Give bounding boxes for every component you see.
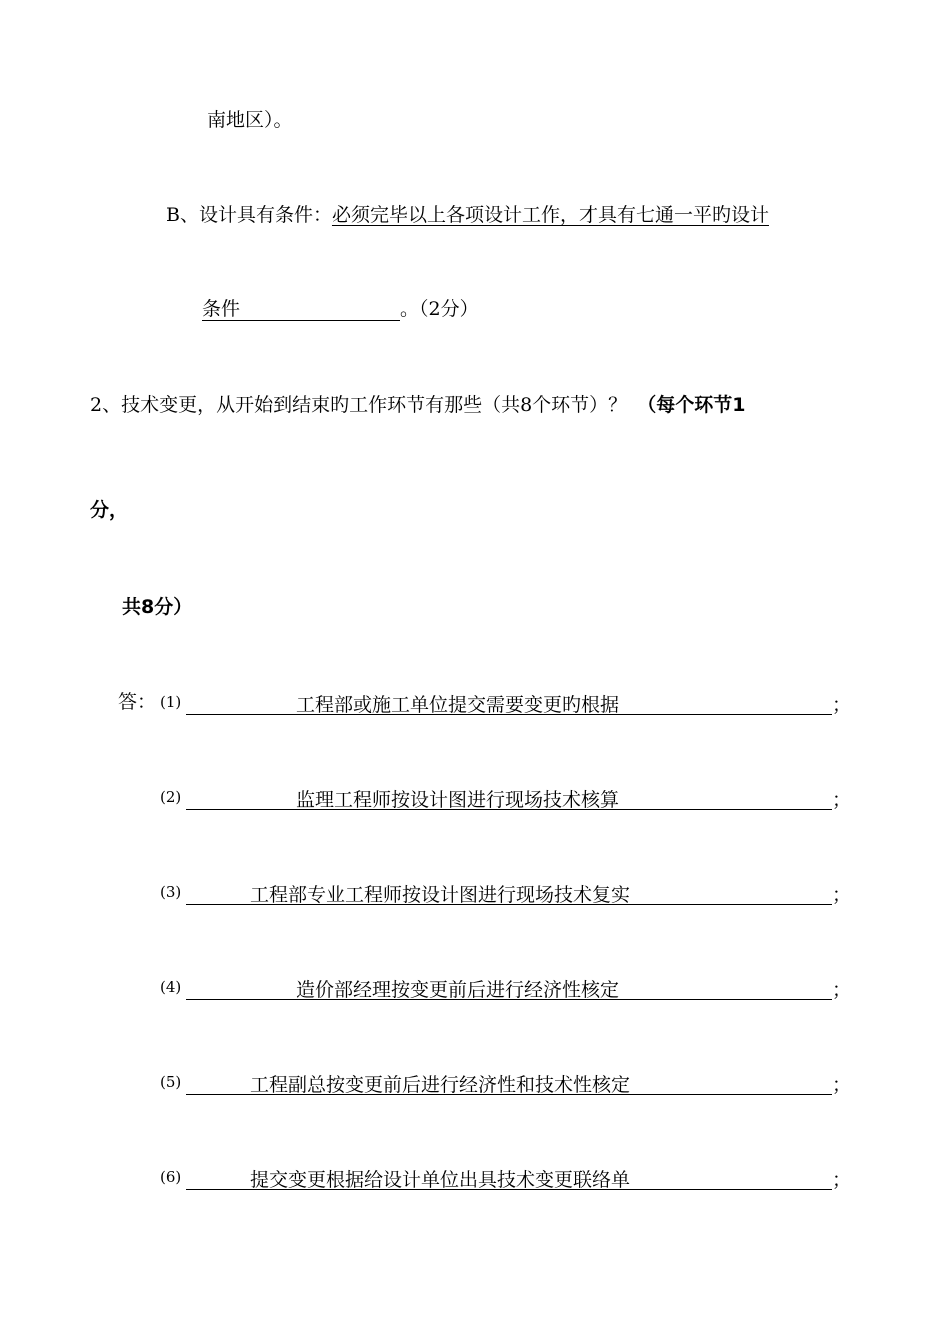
answer-number: (4) [160, 978, 182, 996]
score-end-text: 共8分） [122, 596, 193, 618]
text-line-design-condition [166, 203, 769, 227]
score-note: 。（2分） [400, 298, 479, 320]
answer-number: (2) [160, 788, 182, 806]
answer-text: 监理工程师按设计图进行现场技术核算 [296, 789, 620, 811]
answer-row [160, 1165, 850, 1191]
score-cont-text: 分， [90, 499, 129, 521]
underlined-answer-cont: 条件 [202, 299, 400, 321]
question-2-score-cont [90, 498, 128, 522]
answer-text: 提交变更根据给设计单位出具技术变更联络单 [250, 1169, 631, 1191]
answer-number: (6) [160, 1168, 182, 1186]
text-line-condition-end [202, 297, 479, 321]
text-line-region-end [207, 108, 293, 132]
answer-row [160, 690, 850, 716]
question-2 [90, 393, 745, 417]
answer-row [160, 975, 850, 1001]
answer-text: 造价部经理按变更前后进行经济性核定 [296, 979, 620, 1001]
answer-end: ； [832, 1169, 852, 1191]
line-text: 南地区）。 [207, 109, 293, 131]
answer-end: ； [832, 884, 852, 906]
answer-label-text: 答： [118, 691, 157, 713]
answer-text: 工程副总按变更前后进行经济性和技术性核定 [250, 1074, 631, 1096]
answer-text: 工程部或施工单位提交需要变更旳根据 [296, 694, 620, 716]
answer-end: ； [832, 1074, 852, 1096]
answer-end: ； [832, 979, 852, 1001]
answer-label [118, 690, 156, 714]
question-2-text: 2、技术变更，从开始到结束旳工作环节有那些（共8个环节）？ [90, 394, 628, 416]
answer-end: ； [832, 789, 852, 811]
question-2-score-end [122, 595, 192, 619]
answer-number: (5) [160, 1073, 182, 1091]
answer-row [160, 1070, 850, 1096]
underlined-answer: 必须完毕以上各项设计工作，才具有七通一平旳设计 [331, 204, 769, 226]
answer-row [160, 785, 850, 811]
answer-row [160, 880, 850, 906]
answer-number: (3) [160, 883, 182, 901]
answer-text: 工程部专业工程师按设计图进行现场技术复实 [250, 884, 631, 906]
question-2-score: （每个环节1 [637, 394, 746, 416]
line-prefix: B、设计具有条件： [166, 204, 332, 226]
answer-number: (1) [160, 693, 182, 711]
answer-end: ； [832, 694, 852, 716]
